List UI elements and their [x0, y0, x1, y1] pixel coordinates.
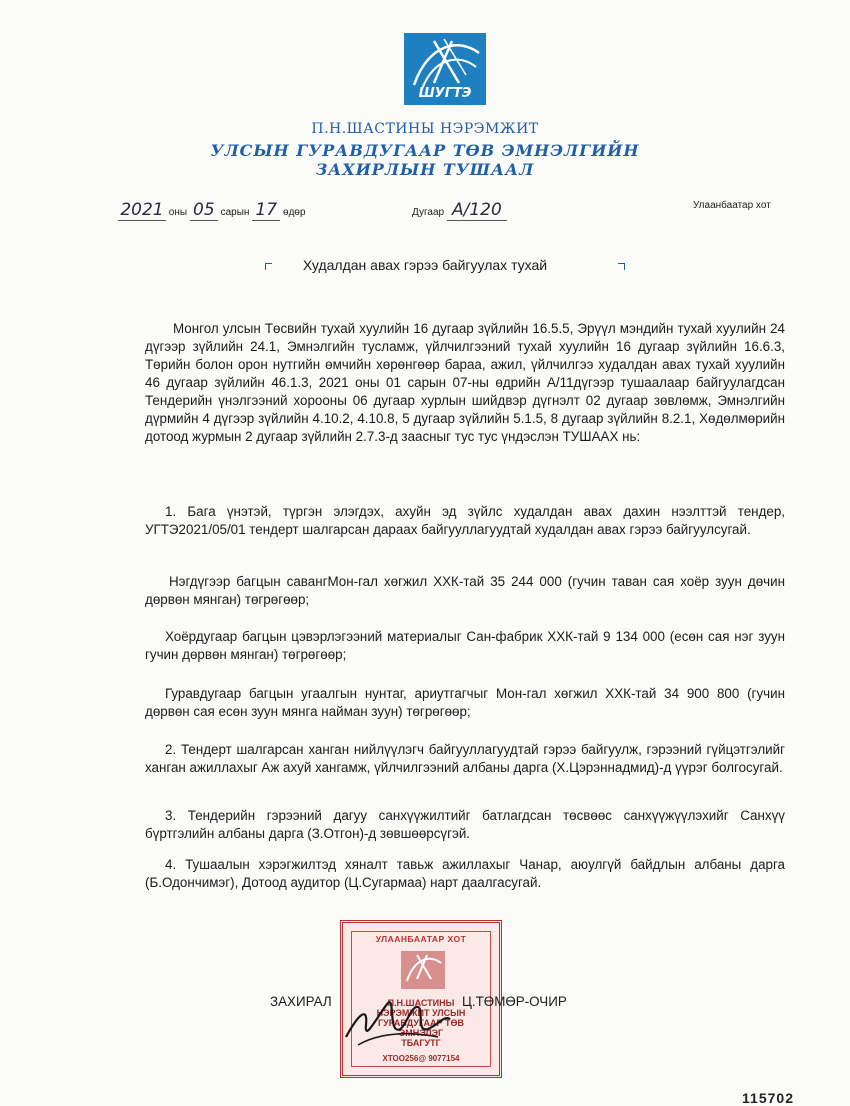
order-item-2: 2. Тендерт шалгарсан ханган нийлүүлэгч байгууллагуудтай гэрээ байгуулж, гэрээний гүйцэтгэлийг ханган ажиллахыг Аж ахуй хангамж, үйлчилгээний албаны дарга (Х.Цэрэннадмид)-д үүрэг болгосугай. [145, 742, 785, 775]
order-number-label: Дугаар [412, 207, 445, 218]
lot-3-paragraph: Гуравдугаар багцын угаалгын нунтаг, ариутгагчыг Мон-гал хөгжил ХХК-тай 34 900 800 (гучин дөрвөн сая есөн зуун мянга найман зуун) төгрөгөөр; [145, 686, 785, 719]
stamp-line-2: НЭРЭМЖИТ УЛСЫН [376, 1008, 466, 1018]
date-month-suffix: сарын [220, 207, 250, 218]
stamp-line-3: ГУРАВДУГААР ТӨВ [378, 1018, 464, 1028]
preamble-paragraph: Монгол улсын Төсвийн тухай хуулийн 16 дугаар зүйлийн 16.5.5, Эрүүл мэндийн тухай хуулийн 24 дүгээр зүйлийн 24.1, Эмнэлгийн тусламж, үйлчилгээний тухай хуулийн 16 дугаар зүйлийн 16.6.3, Төрийн болон орон нутгийн өмчийн хөрөнгөөр бараа, ажил, үйлчилгээ худалдан авах тухай хуулийн 46 дугаар зүйлийн 46.1.3, 2021 оны 01 сарын 07-ны өдрийн А/11дүгээр тушаалаар байгуулагдсан Тендерийн үнэлгээний хорооны 06 дугаар хурлын шийдвэр дүгнэлт 02 дугаар зөвлөмж, Эмнэлгийн дүрмийн 4 дүгээр зүйлийн 4.10.2, 4.10.8, 5 дугаар зүйлийн 5.1.5, 8 дугаар зүйлийн 8.2.1, Хөдөлмөрийн дотоод журмын 2 дугаар зүйлийн 2.7.3-д заасныг тус тус үндэслэн ТУШААХ нь: [145, 321, 785, 444]
order-number [412, 200, 507, 221]
date-year-suffix: оны [168, 207, 188, 218]
order-item-1: 1. Бага үнэтэй, түргэн элэгдэх, ахуйн эд зүйлс худалдан авах дахин нээлттэй тендер, УГТЭ2021/05/01 тендерт шалгарсан дараах байгууллагуудтай худалдан авах гэрээ байгуулсугай. [145, 504, 785, 537]
order-city: Улаанбаатар хот [693, 200, 771, 211]
lot-2-paragraph: Хоёрдугаар багцын цэвэрлэгээний материалыг Сан-фабрик ХХК-тай 9 134 000 (есөн сая нэг зуун гучин дөрвөн мянган) төгрөгөөр; [145, 629, 785, 662]
logo-text: ШУГТЭ [418, 86, 472, 101]
order-item-3: 3. Тендерийн гэрээний дагуу санхүүжилтийг батлагдсан төсвөөс санхүүжүүлэхийг Санхүү бүртгэлийн албаны дарга (З.Отгон)-д зөвшөөрсүгэй. [145, 808, 785, 841]
stamp-line-1: П.Н.ШАСТИНЫ [387, 998, 455, 1008]
handwritten-signature [338, 985, 458, 1055]
signatory-name: Ц.ТӨМӨР-ОЧИР [462, 994, 567, 1009]
stamp-logo-icon [401, 951, 445, 989]
page-serial: 115702 [742, 1090, 794, 1106]
document-title: Худалдан авах гэрээ байгуулах тухай [302, 257, 548, 273]
stamp-city: УЛААНБААТАР ХОТ [375, 934, 467, 944]
order-date [118, 200, 306, 221]
stamp-code: ХТОО256@ 9077154 [382, 1054, 460, 1063]
signatory-title: ЗАХИРАЛ [270, 994, 332, 1009]
date-day-suffix: өдөр [283, 207, 306, 218]
lot-1-paragraph: Нэгдүгээр багцын савангМон-гал хөгжил ХХК-тай 35 244 000 (гучин таван сая хоёр зуун дөчин дөрвөн мянган) төгрөгөөр; [145, 574, 785, 607]
header-line-3: ЗАХИРЛЫН ТУШААЛ [315, 160, 535, 179]
stamp-line-4: ЭМНЭЛЭГ [398, 1028, 444, 1038]
organization-logo [404, 33, 486, 105]
date-day: 17 [252, 200, 280, 221]
header-line-1: П.Н.ШАСТИНЫ НЭРЭМЖИТ [311, 121, 539, 137]
date-year: 2021 [118, 200, 166, 221]
order-number-value: А/120 [447, 200, 507, 221]
stamp-line-5: ТБАГУТГ [401, 1038, 441, 1048]
order-item-4: 4. Тушаалын хэрэгжилтэд хяналт тавьж ажиллахыг Чанар, аюулгүй байдлын албаны дарга (Б.Одончимэг), Дотоод аудитор (Ц.Сугармаа) нарт даалгасугай. [145, 857, 785, 890]
date-month: 05 [190, 200, 218, 221]
header-line-2: УЛСЫН ГУРАВДУГААР ТӨВ ЭМНЭЛГИЙН [210, 141, 640, 160]
